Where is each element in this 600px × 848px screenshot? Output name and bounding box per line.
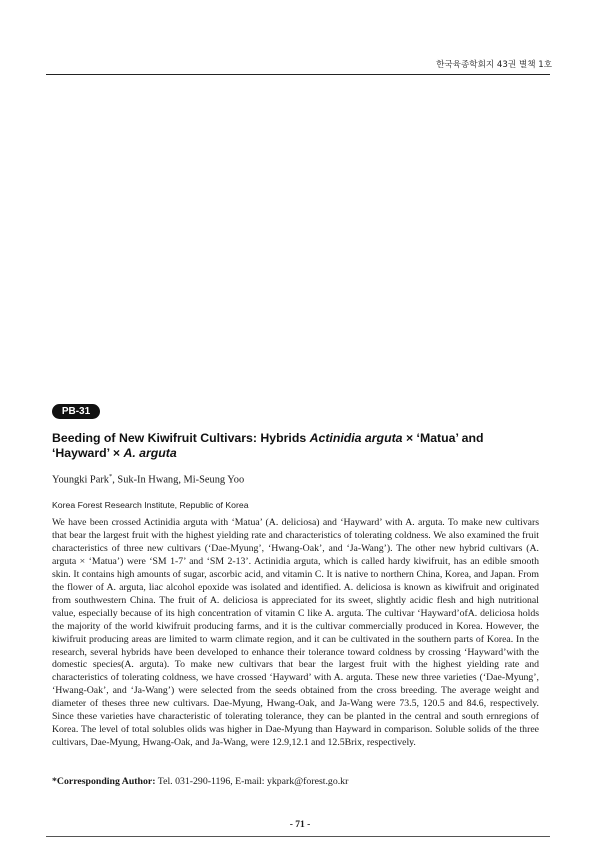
title-species1: Actinidia arguta [309,431,403,445]
author-first: Youngki Park [52,474,109,486]
author-rest: , Suk-In Hwang, Mi-Seung Yoo [112,474,245,486]
abstract-text: We have been crossed Actinidia arguta with ‘Matua’ (A. deliciosa) and ‘Hayward’ with A. arguta. To make new cultivars that bear the largest fruit with the highest yielding rate and characteristics of tolerating coldness. We also examined the fruit characteristics of three new cultivars (‘Dae-Myung’, ‘Hwang-Oak’, and ‘Ja-Wang’). The other new hybrid cultivars (A. arguta × ‘Matua’) were ‘SM 1-7’ and ‘SM 2-13’. Actinidia arguta, which is called hardy kiwifruit, has an edible smooth skin. It contains high amounts of sugar, ascorbic acid, and vitamin C. It is native to northern China, Korea, and Japan. From the flower of A. arguta, liac alcohol epoxide was isolated and identified. A. deliciosa is known as kiwifruit and originated from southwestern China. The fruit of A. deliciosa is appreciated for its sweet, slightly acidic flesh and high nutritional value, especially because of its high concentration of vitamin C like A. arguta. The cultivar ‘Hayward’ofA. deliciosa holds the majority of the world kiwifruit producing farms, and it is the cultivar commercially produced in Korea. However, the kiwifruit producing areas are limited to warm climate region, and it can be cultivated in the southern parts of Korea. In the research, several hybrids have been developed to enhance their tolerance toward coldness by crossing ‘Hayward’with the domestic species(A. arguta). To make new cultivars that bear the largest fruit with the highest yielding rate and characteristics of tolerating coldness, we have crossed ‘Hayward’ with A. arguta. These new three varieties (‘Dae-Myung’, ‘Hwang-Oak’, and ‘Ja-Wang’) were selected from the seeds obtained from the cross breeding. The average weight and diameter of theses three new cultivars. Dae-Myung, Hwang-Oak, and Ja-Wang were 73.5, 120.5 and 84.6, respectively. Since these varieties have characteristic of tolerating tolerance, they can be planted in the central and south ernregions of Korea. The level of total solubles olids was higher in Dae-Myung than Hayward in comparison. Soluble solids of the three cultivars, Dae-Myung, Hwang-Oak, and Ja-Wang, were 12.9,12.1 and 12.5Brix, respectively. [52,517,539,749]
author-mark: * [108,473,113,480]
header-rule [46,74,550,75]
author-list [52,473,244,485]
title-species2: A. arguta [123,446,177,461]
title-part2: × ‘Matua’ and ‘Hayward’ × [52,431,484,461]
corr-contact: Tel. 031-290-1196, E-mail: ykpark@forest.go.kr [155,776,349,787]
paper-title [52,431,532,462]
page-number: - 71 - [289,820,311,830]
title-part1: Beeding of New Kiwifruit Cultivars: Hybrids [52,431,310,445]
corr-label: *Corresponding Author: [52,776,156,787]
corresponding-author [52,776,348,787]
poster-badge: PB-31 [52,404,100,419]
footer-rule [46,836,550,837]
journal-header: 한국육종학회지 43권 별책 1호 [436,60,552,70]
affiliation: Korea Forest Research Institute, Republic of Korea [52,500,249,510]
